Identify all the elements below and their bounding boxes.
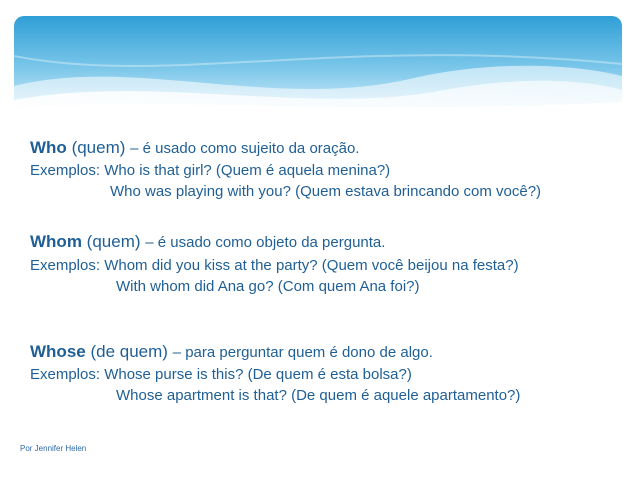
footer-credit: Por Jennifer Helen — [20, 444, 87, 453]
translation: (quem) — [71, 138, 126, 157]
translation: (de quem) — [90, 342, 168, 361]
whom-heading — [30, 232, 385, 253]
whose-example-2 — [116, 387, 520, 405]
who-example-1 — [30, 162, 390, 180]
translation: (quem) — [86, 232, 141, 251]
whom-example-1 — [30, 257, 519, 275]
definition: – para perguntar quem é dono de algo. — [172, 344, 433, 361]
term: Whose — [30, 342, 86, 361]
who-heading — [30, 138, 359, 159]
term: Whom — [30, 232, 82, 251]
example-text: With whom did Ana go? (Com quem Ana foi?) — [116, 278, 420, 295]
term: Who — [30, 138, 67, 157]
wave-decoration — [14, 16, 622, 112]
header-banner — [14, 16, 622, 112]
whose-heading — [30, 342, 433, 363]
whose-example-1 — [30, 366, 412, 384]
who-example-2 — [110, 183, 541, 201]
example-text: Whose apartment is that? (De quem é aquele apartamento?) — [116, 387, 521, 404]
example-text: Whose purse is this? (De quem é esta bolsa?) — [104, 366, 412, 383]
example-text: Who is that girl? (Quem é aquela menina?) — [104, 162, 391, 179]
examples-label: Exemplos: — [30, 162, 101, 179]
definition: – é usado como objeto da pergunta. — [145, 234, 386, 251]
definition: – é usado como sujeito da oração. — [130, 140, 360, 157]
example-text: Who was playing with you? (Quem estava brincando com você?) — [110, 183, 542, 200]
whom-example-2 — [116, 278, 420, 296]
examples-label: Exemplos: — [30, 366, 101, 383]
example-text: Whom did you kiss at the party? (Quem você beijou na festa?) — [104, 257, 519, 274]
examples-label: Exemplos: — [30, 257, 101, 274]
